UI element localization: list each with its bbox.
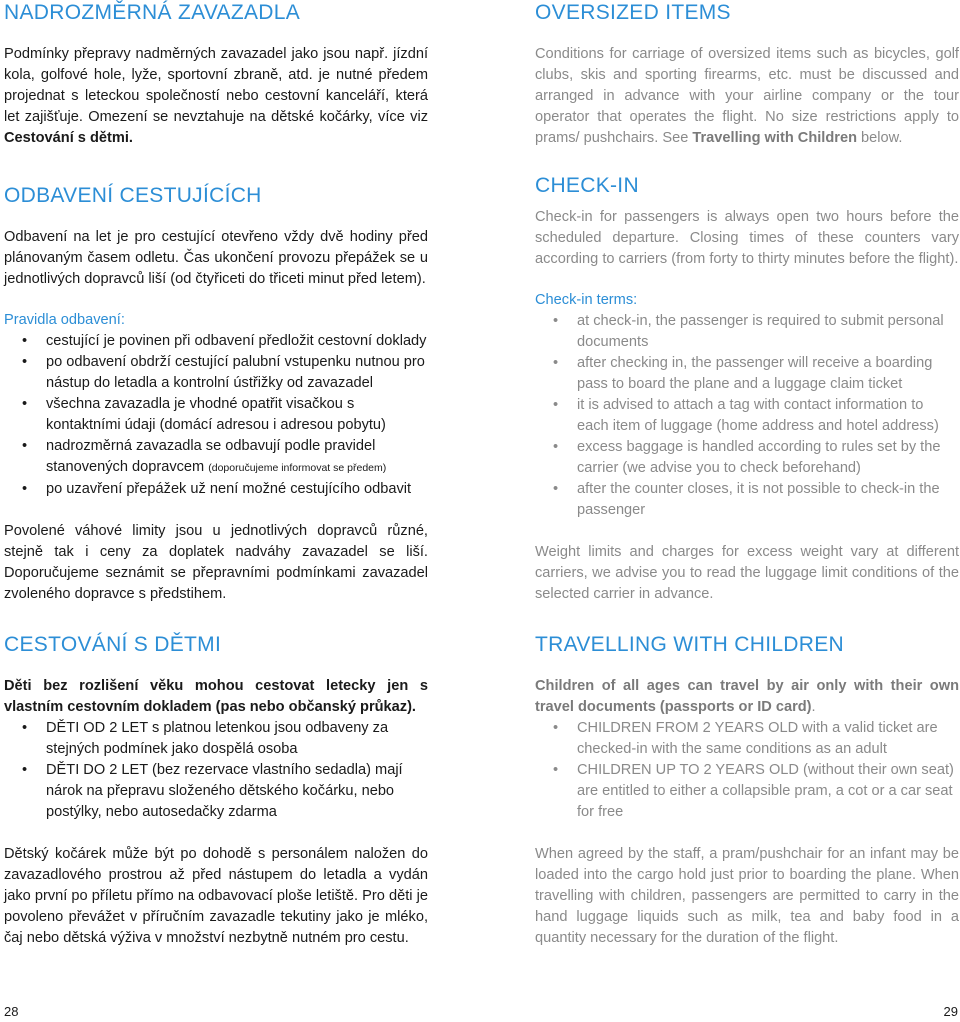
list-item: • it is advised to attach a tag with contact information to each item of luggage (home address and hotel address) (553, 397, 939, 434)
english-column (535, 0, 959, 949)
rules-list-cz (4, 331, 428, 500)
list-item: • všechna zavazadla je vhodné opatřit visačkou s kontaktními údaji (domácí adresou i adresou pobytu) (22, 396, 386, 433)
children-list-en (535, 718, 959, 823)
weight-text-en: Weight limits and charges for excess weight vary at different carriers, we advise you to read the luggage limit conditions of the selected carrier in advance. (535, 544, 959, 602)
list-item: • DĚTI OD 2 LET s platnou letenkou jsou odbaveny za stejných podmínek jako dospělá osoba (22, 720, 389, 757)
children-title-en: TRAVELLING WITH CHILDREN (535, 633, 845, 656)
list-item: • cestující je povinen při odbavení předložit cestovní doklady (22, 333, 427, 349)
stroller-text-cz: Dětský kočárek může být po dohodě s personálem naložen do zavazadlového prostrou až před nástupem do letadla a vydán jako první po příletu přímo na odbavovací ploše letiště. Pro děti je povoleno převážet v příručním zavazadle tekutiny jako je mléko, čaj nebo dětská výživa v množství nezbytně nutném pro cestu. (4, 846, 428, 946)
list-item: • excess baggage is handled according to rules set by the carrier (we advise you to check beforehand) (553, 439, 941, 476)
page-number-left: 28 (4, 1004, 19, 1019)
checkin-text-en: Check-in for passengers is always open two hours before the scheduled departure. Closing times of these counters vary according to carriers (from forty to thirty minutes before the flight). (535, 209, 959, 267)
terms-label-en: Check-in terms: (535, 292, 638, 308)
list-item: • CHILDREN UP TO 2 YEARS OLD (without their own seat) are entitled to either a collapsible pram, a cot or a car seat for free (553, 762, 954, 820)
list-item: • nadrozměrná zavazadla se odbavují podle pravidel stanovených dopravcem (doporučujeme informovat se předem) (22, 438, 387, 475)
children-list-cz (4, 718, 428, 823)
list-item: • po uzavření přepážek už není možné cestujícího odbavit (22, 481, 412, 497)
weight-text-cz: Povolené váhové limity jsou u jednotlivých dopravců různé, stejně tak i ceny za doplatek nadváhy zavazadel se liší. Doporučujeme seznámit se přepravními podmínkami zavazadel zvoleného dopravce s předstihem. (4, 523, 428, 602)
checkin-title-en: CHECK-IN (535, 174, 639, 197)
list-item: • po odbavení obdrží cestující palubní vstupenku nutnou pro nástup do letadla a kontrolní ústřižky od zavazadel (22, 354, 425, 391)
list-item: • after the counter closes, it is not possible to check-in the passenger (553, 481, 940, 518)
czech-column (4, 0, 428, 949)
rules-label-cz: Pravidla odbavení: (4, 312, 125, 328)
stroller-text-en: When agreed by the staff, a pram/pushchair for an infant may be loaded into the cargo hold just prior to boarding the plane. When travelling with children, passengers are permitted to carry in the hand luggage liquids such as milk, tea and baby food in a quantity necessary for the duration of the flight. (535, 846, 959, 946)
list-item: • after checking in, the passenger will receive a boarding pass to board the plane and a luggage claim ticket (553, 355, 933, 392)
checkin-title-cz: ODBAVENÍ CESTUJÍCÍCH (4, 184, 262, 207)
terms-list-en (535, 311, 959, 521)
oversized-title-cz: NADROZMĚRNÁ ZAVAZADLA (4, 1, 301, 24)
children-link-en[interactable]: Travelling with Children (692, 130, 857, 146)
oversized-title-en: OVERSIZED ITEMS (535, 1, 731, 24)
oversized-text-en: Conditions for carriage of oversized items such as bicycles, golf clubs, skis and sporting firearms, etc. must be discussed and arranged in advance with your airline company or the tour operator that operates the flight. No size restrictions apply to prams/ pushchairs. See Travelling with Children below. (535, 46, 959, 146)
list-item: • CHILDREN FROM 2 YEARS OLD with a valid ticket are checked-in with the same conditions as an adult (553, 720, 938, 757)
children-intro-cz: Děti bez rozlišení věku mohou cestovat letecky jen s vlastním cestovním dokladem (pas nebo občanský průkaz). (4, 678, 428, 715)
page-number-right: 29 (943, 1004, 958, 1019)
oversized-text-cz: Podmínky přepravy nadměrných zavazadel jako jsou např. jízdní kola, golfové hole, lyže, sportovní zbraně, atd. je nutné předem projednat s leteckou společností nebo cestovní kanceláří, která let zajišťuje. Omezení se nevztahuje na dětské kočárky, více viz Cestování s dětmi. (4, 46, 428, 146)
children-link-cz[interactable]: Cestování s dětmi. (4, 130, 133, 146)
list-item: • DĚTI DO 2 LET (bez rezervace vlastního sedadla) mají nárok na přepravu složeného dětského kočárku, nebo postýlky, nebo autosedačky zdarma (22, 762, 403, 820)
children-intro-en: Children of all ages can travel by air only with their own travel documents (passports or ID card). (535, 678, 959, 715)
list-item: • at check-in, the passenger is required to submit personal documents (553, 313, 944, 350)
children-title-cz: CESTOVÁNÍ S DĚTMI (4, 633, 222, 656)
checkin-text-cz: Odbavení na let je pro cestující otevřeno vždy dvě hodiny před plánovaným časem odletu. Čas ukončení provozu přepážek se u jednotlivých dopravců liší (od čtyřiceti do třiceti minut před letem). (4, 229, 428, 287)
